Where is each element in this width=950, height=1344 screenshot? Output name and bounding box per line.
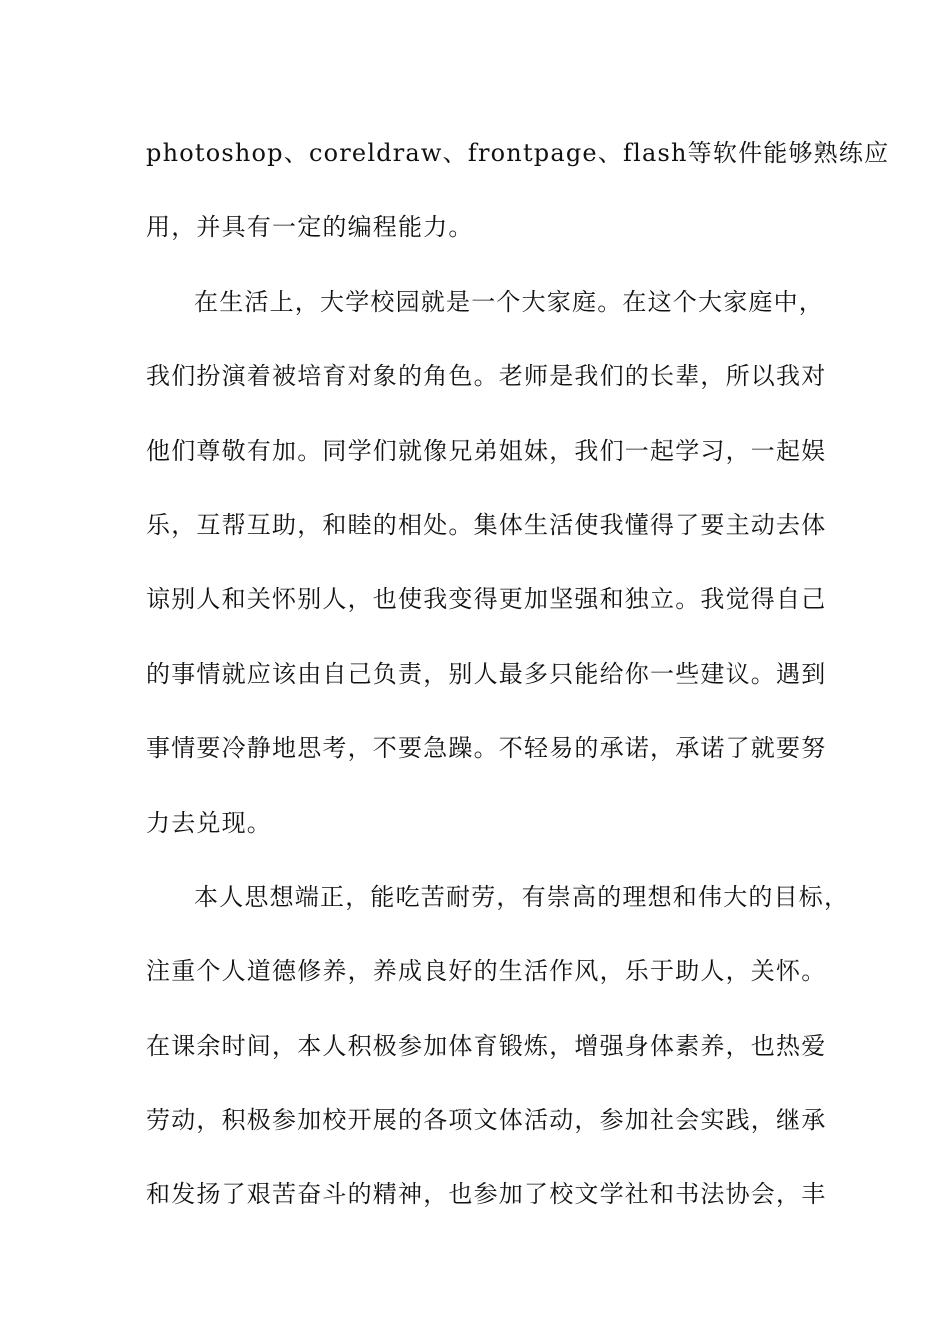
- paragraph-first-line: 本人思想端正，能吃苦耐劳，有崇高的理想和伟大的目标，: [194, 882, 850, 911]
- paragraph-first-line: 在生活上，大学校园就是一个大家庭。在这个大家庭中，: [194, 287, 824, 316]
- text-line: 的事情就应该由自己负责，别人最多只能给你一些建议。遇到: [146, 659, 827, 688]
- text-line: 乐，互帮互助，和睦的相处。集体生活使我懂得了要主动去体: [146, 510, 827, 539]
- text-line: 注重个人道德修养，养成良好的生活作风，乐于助人，关怀。: [146, 957, 827, 986]
- body-text: [146, 128, 890, 1244]
- text-line: 我们扮演着被培育对象的角色。老师是我们的长辈，所以我对: [146, 362, 827, 391]
- text-line: photoshop、coreldraw、frontpage、flash等软件能够熟练应: [146, 139, 890, 167]
- text-line: 事情要冷静地思考，不要急躁。不轻易的承诺，承诺了就要努: [146, 734, 827, 763]
- text-line: 谅别人和关怀别人，也使我变得更加坚强和独立。我觉得自己: [146, 585, 827, 614]
- text-line: 他们尊敬有加。同学们就像兄弟姐妹，我们一起学习，一起娱: [146, 436, 827, 465]
- text-line: 用，并具有一定的编程能力。: [146, 213, 474, 242]
- text-line: 和发扬了艰苦奋斗的精神，也参加了校文学社和书法协会，丰: [146, 1180, 827, 1209]
- text-line: 在课余时间，本人积极参加体育锻炼，增强身体素养，也热爱: [146, 1031, 827, 1060]
- text-line: 力去兑现。: [146, 808, 272, 837]
- text-line: 劳动，积极参加校开展的各项文体活动，参加社会实践，继承: [146, 1106, 827, 1135]
